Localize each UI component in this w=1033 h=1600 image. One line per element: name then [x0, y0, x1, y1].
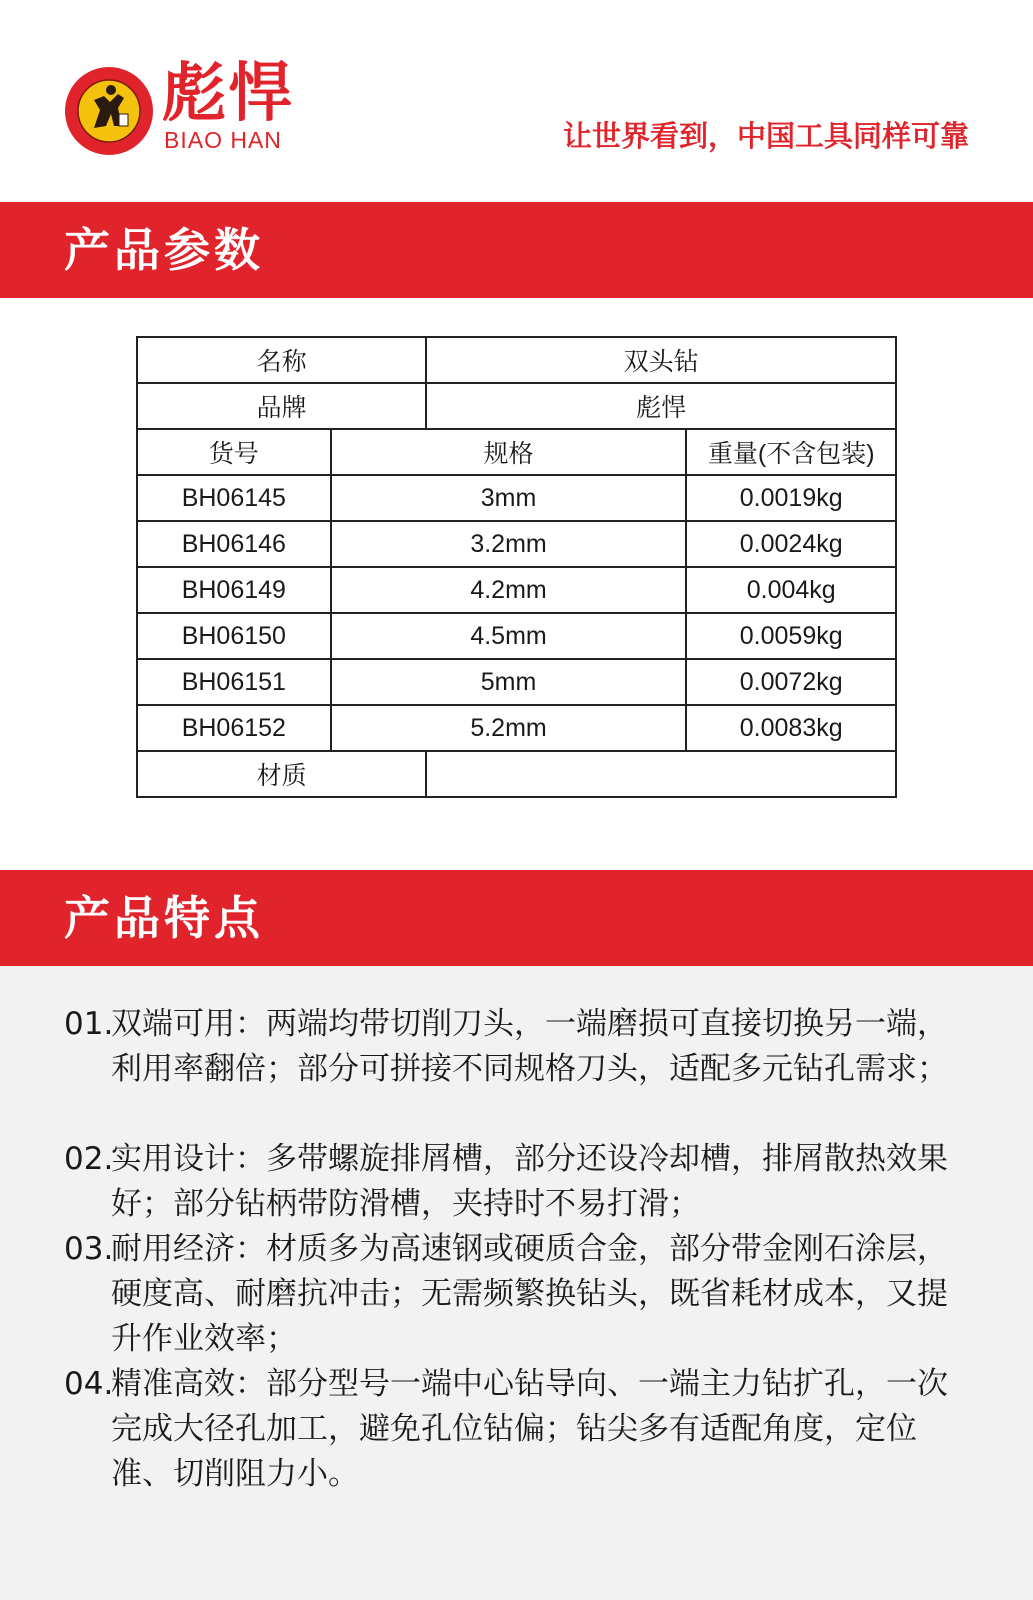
brand-value: 彪悍 [426, 383, 896, 429]
table-row-material [137, 751, 896, 797]
table-row [137, 659, 896, 705]
feature-text: 耐用经济：材质多为高速钢或硬质合金，部分带金刚石涂层，硬度高、耐磨抗冲击；无需频繁换钻头，既省耗材成本，又提升作业效率； [111, 1231, 948, 1357]
model-cell: BH06151 [137, 659, 331, 705]
brand-logo-icon [64, 66, 154, 156]
params-area [0, 298, 1033, 870]
brand-name-en: BIAO HAN [164, 127, 282, 153]
table-row [137, 705, 896, 751]
features-section-header [0, 870, 1033, 966]
weight-cell: 0.004kg [686, 567, 896, 613]
feature-item [64, 1227, 974, 1362]
table-row [137, 613, 896, 659]
spec-cell: 4.2mm [331, 567, 687, 613]
model-cell: BH06152 [137, 705, 331, 751]
weight-cell: 0.0072kg [686, 659, 896, 705]
weight-cell: 0.0059kg [686, 613, 896, 659]
material-value [426, 751, 896, 797]
table-header-row [137, 429, 896, 475]
feature-number: 04. [64, 1366, 114, 1402]
params-section-title: 产品参数 [64, 223, 264, 277]
model-cell: BH06150 [137, 613, 331, 659]
features-area [0, 966, 1033, 1600]
feature-number: 03. [64, 1231, 114, 1267]
feature-text: 实用设计：多带螺旋排屑槽，部分还设冷却槽，排屑散热效果好；部分钻柄带防滑槽，夹持时不易打滑； [111, 1141, 948, 1222]
table-row [137, 567, 896, 613]
column-header-spec: 规格 [331, 429, 687, 475]
spec-cell: 3.2mm [331, 521, 687, 567]
spec-cell: 3mm [331, 475, 687, 521]
name-label: 名称 [137, 337, 426, 383]
feature-item [64, 1002, 974, 1092]
column-header-model: 货号 [137, 429, 331, 475]
features-section-title: 产品特点 [64, 891, 264, 945]
model-cell: BH06149 [137, 567, 331, 613]
model-cell: BH06146 [137, 521, 331, 567]
material-label: 材质 [137, 751, 426, 797]
spec-cell: 5.2mm [331, 705, 687, 751]
feature-item [64, 1137, 974, 1227]
weight-cell: 0.0024kg [686, 521, 896, 567]
table-row-brand [137, 383, 896, 429]
slogan: 让世界看到，中国工具同样可靠 [562, 119, 969, 153]
spec-cell: 4.5mm [331, 613, 687, 659]
brand-name-cn: 彪悍 [162, 56, 294, 131]
model-cell: BH06145 [137, 475, 331, 521]
name-value: 双头钻 [426, 337, 896, 383]
weight-cell: 0.0083kg [686, 705, 896, 751]
column-header-weight: 重量(不含包装) [686, 429, 896, 475]
header [0, 0, 1033, 202]
spec-table [136, 336, 897, 798]
feature-text: 双端可用：两端均带切削刀头，一端磨损可直接切换另一端，利用率翻倍；部分可拼接不同规格刀头，适配多元钻孔需求； [111, 1006, 948, 1087]
table-row [137, 475, 896, 521]
feature-number: 02. [64, 1141, 114, 1177]
params-section-header [0, 202, 1033, 298]
feature-item [64, 1362, 974, 1497]
spec-cell: 5mm [331, 659, 687, 705]
feature-number: 01. [64, 1006, 114, 1042]
table-row-name [137, 337, 896, 383]
table-row [137, 521, 896, 567]
feature-text: 精准高效：部分型号一端中心钻导向、一端主力钻扩孔，一次完成大径孔加工，避免孔位钻偏；钻尖多有适配角度，定位准、切削阻力小。 [111, 1366, 948, 1492]
brand-label: 品牌 [137, 383, 426, 429]
weight-cell: 0.0019kg [686, 475, 896, 521]
